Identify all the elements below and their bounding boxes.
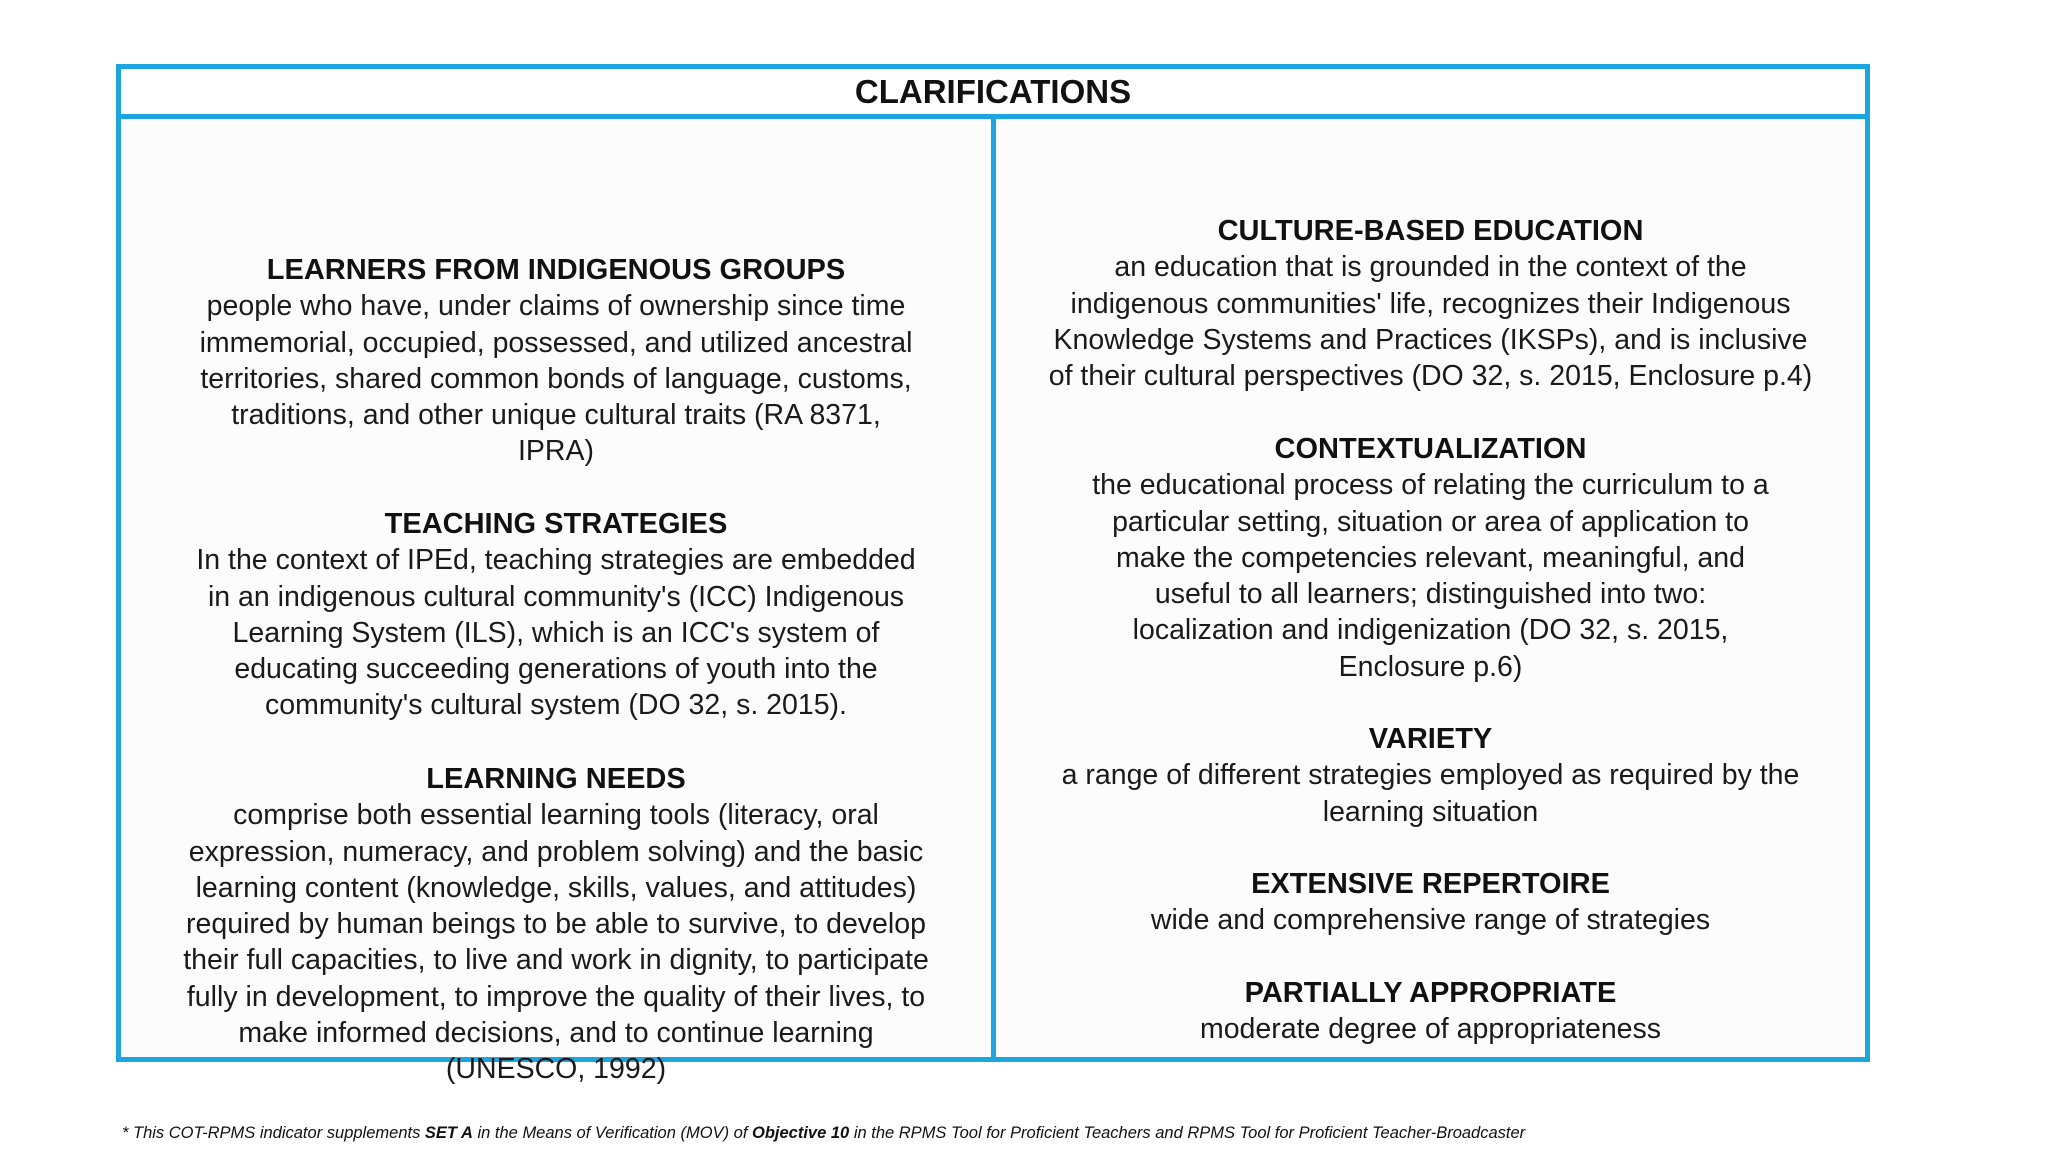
clarifications-table <box>116 64 1870 1086</box>
term-title: LEARNING NEEDS <box>426 763 686 795</box>
footnote-emphasis-objective: Objective 10 <box>752 1124 850 1142</box>
term-title: PARTIALLY APPROPRIATE <box>1244 977 1617 1009</box>
term-definition: the educational process of relating the curriculum to a particular setting, situation or area of application to make the competencies relevant, meaningful, and useful to all learners; distinguished into two: localization and indigenization (DO 32, s. 2015, Enclosure p.6) <box>1092 469 1769 683</box>
term-title: EXTENSIVE REPERTOIRE <box>1251 868 1610 900</box>
footnote-text: in the Means of Verification (MOV) of <box>472 1124 752 1142</box>
footnote <box>122 1124 1525 1143</box>
term-learners-from-indigenous-groups <box>121 252 991 470</box>
term-contextualization <box>996 431 1865 685</box>
term-definition: In the context of IPEd, teaching strategies are embedded in an indigenous cultural community's (ICC) Indigenous Learning System (ILS), which is an ICC's system of educating succeeding generations of youth into the community's cultural system (DO 32, s. 2015). <box>196 544 916 722</box>
term-definition: comprise both essential learning tools (literacy, oral expression, numeracy, and problem solving) and the basic learning content (knowledge, skills, values, and attitudes) required by human beings to be able to survive, to develop their full capacities, to live and work in dignity, to participate fully in development, to improve the quality of their lives, to make informed decisions, and to continue learning (UNESCO, 1992) <box>183 799 929 1086</box>
table-title: CLARIFICATIONS <box>121 69 1865 119</box>
footnote-text: * This COT-RPMS indicator supplements <box>122 1124 425 1142</box>
term-variety <box>996 721 1865 830</box>
term-title: TEACHING STRATEGIES <box>384 508 728 540</box>
term-learning-needs <box>121 761 991 1088</box>
term-definition: an education that is grounded in the context of the indigenous communities' life, recognizes their Indigenous Knowledge Systems and Practices (IKSPs), and is inclusive of their cultural perspectives (DO 32, s. 2015, Enclosure p.4) <box>1048 251 1813 393</box>
term-definition: a range of different strategies employed as required by the learning situation <box>1061 759 1800 828</box>
term-definition: wide and comprehensive range of strategies <box>1150 904 1711 937</box>
term-culture-based-education <box>996 213 1865 394</box>
term-title: VARIETY <box>1368 723 1493 755</box>
term-title: CONTEXTUALIZATION <box>1274 433 1587 465</box>
term-title: LEARNERS FROM INDIGENOUS GROUPS <box>266 254 846 286</box>
footnote-emphasis-set: SET A <box>424 1124 473 1142</box>
term-title: CULTURE-BASED EDUCATION <box>1217 215 1644 247</box>
term-definition: moderate degree of appropriateness <box>1199 1013 1662 1046</box>
term-extensive-repertoire <box>996 866 1865 939</box>
term-teaching-strategies <box>121 506 991 724</box>
term-partially-appropriate <box>996 975 1865 1048</box>
footnote-text: in the RPMS Tool for Proficient Teachers and RPMS Tool for Proficient Teacher-Broadcaster <box>849 1124 1526 1142</box>
term-definition: people who have, under claims of ownership since time immemorial, occupied, possessed, and utilized ancestral territories, shared common bonds of language, customs, traditions, and other unique cultural traits (RA 8371, IPRA) <box>199 290 913 468</box>
